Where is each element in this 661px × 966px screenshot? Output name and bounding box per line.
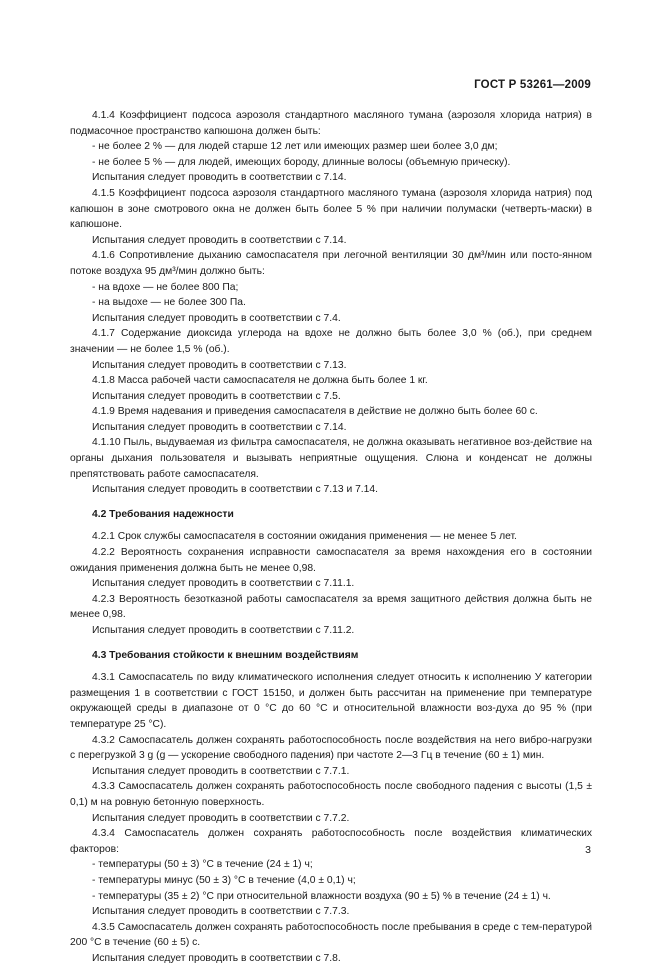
test-reference: Испытания следует проводить в соответствии с 7.4. xyxy=(92,312,341,324)
test-reference: Испытания следует проводить в соответствии с 7.11.2. xyxy=(92,625,355,636)
test-reference: Испытания следует проводить в соответствии с 7.8. xyxy=(92,952,341,964)
document-body xyxy=(70,108,592,966)
clause-4-3-4: 4.3.4 Самоспасатель должен сохранять работоспособность после воздействия климатических факторов: xyxy=(70,828,592,855)
list-item: - не более 5 % — для людей, имеющих бороду, длинные волосы (объемную прическу). xyxy=(92,156,511,168)
clause-4-3-2: 4.3.2 Самоспасатель должен сохранять работоспособность после воздействия на него вибро-нагрузки с перегрузкой 3 g (g — ускорение свободного падения) при частоте 2—3 Гц в течение (60 ± 1) мин. xyxy=(70,734,592,762)
page-number: 3 xyxy=(585,844,591,856)
clause-4-1-6: 4.1.6 Сопротивление дыханию самоспасателя при легочной вентиляции 30 дм³/мин или посто-янном потоке воздуха 95 дм³/мин должно быть: xyxy=(70,250,592,277)
clause-4-1-4: 4.1.4 Коэффициент подсоса аэрозоля стандартного масляного тумана (аэрозоля хлорида натрия) в подмасочное пространство капюшона должен быть: xyxy=(70,110,592,137)
list-item: - не более 2 % — для людей старше 12 лет или имеющих размер шеи более 3,0 дм; xyxy=(92,141,498,153)
clause-4-1-9: 4.1.9 Время надевания и приведения самоспасателя в действие не должно быть более 60 с. xyxy=(92,406,538,418)
list-item: - температуры (50 ± 3) °С в течение (24 ± 1) ч; xyxy=(92,859,313,871)
clause-4-2-3: 4.2.3 Вероятность безотказной работы самоспасателя за время защитного действия должна быть не менее 0,98. xyxy=(70,593,592,621)
test-reference: Испытания следует проводить в соответствии с 7.7.2. xyxy=(92,812,350,824)
clause-4-3-1: 4.3.1 Самоспасатель по виду климатического исполнения следует относить к исполнению У категории размещения 1 в соответствии с ГОСТ 15150, и должен быть рассчитан на применение при температуре окружающей среды в диапазоне от 0 °С до 60 °С и относительной влажности воз-духа до 95 % (при температуре 25 °С). xyxy=(70,672,592,730)
test-reference: Испытания следует проводить в соответствии с 7.13 и 7.14. xyxy=(92,484,378,496)
clause-4-3-3: 4.3.3 Самоспасатель должен сохранять работоспособность после свободного падения с высоты (1,5 ± 0,1) м на ровную бетонную поверхность. xyxy=(70,781,592,808)
clause-4-2-2: 4.2.2 Вероятность сохранения исправности самоспасателя за время нахождения его в состоянии ожидания применения должна быть не менее 0,98. xyxy=(70,547,592,574)
test-reference: Испытания следует проводить в соответствии с 7.7.1. xyxy=(92,765,350,777)
test-reference: Испытания следует проводить в соответствии с 7.7.3. xyxy=(92,906,350,918)
clause-4-1-7: 4.1.7 Содержание диоксида углерода на вдохе не должно быть более 3,0 % (об.), при среднем значении — не более 1,5 % (об.). xyxy=(70,328,592,355)
test-reference: Испытания следует проводить в соответствии с 7.14. xyxy=(92,234,347,246)
clause-4-2-1: 4.2.1 Срок службы самоспасателя в состоянии ожидания применения — не менее 5 лет. xyxy=(92,531,517,543)
test-reference: Испытания следует проводить в соответствии с 7.14. xyxy=(92,421,347,433)
clause-4-1-10: 4.1.10 Пыль, выдуваемая из фильтра самоспасателя, не должна оказывать негативное воз-действие на органы дыхания пользователя и вызывать неприятные ощущения. Слюна и конденсат не должны препятствовать работе самоспасателя. xyxy=(70,437,592,480)
test-reference: Испытания следует проводить в соответствии с 7.5. xyxy=(92,390,341,402)
clause-4-1-5: 4.1.5 Коэффициент подсоса аэрозоля стандартного масляного тумана (аэрозоля хлорида натрия) под капюшон в зоне смотрового окна не должен быть более 5 % при наличии полумаски (четверть-маски) в капюшоне. xyxy=(70,187,592,231)
list-item: - температуры минус (50 ± 3) °С в течение (4,0 ± 0,1) ч; xyxy=(92,874,356,886)
test-reference: Испытания следует проводить в соответствии с 7.14. xyxy=(92,172,347,184)
list-item: - на выдохе — не более 300 Па. xyxy=(92,297,246,309)
clause-4-1-8: 4.1.8 Масса рабочей части самоспасателя не должна быть более 1 кг. xyxy=(92,375,428,387)
section-heading-4-3: 4.3 Требования стойкости к внешним воздействиям xyxy=(92,649,359,661)
document-code: ГОСТ Р 53261—2009 xyxy=(474,79,591,91)
list-item: - на вдохе — не более 800 Па; xyxy=(92,281,239,293)
list-item: - температуры (35 ± 2) °С при относительной влажности воздуха (90 ± 5) % в течение (24 ± 1) ч. xyxy=(92,890,551,902)
clause-4-3-5: 4.3.5 Самоспасатель должен сохранять работоспособность после пребывания в среде с тем-пературой 200 °С в течение (60 ± 5) с. xyxy=(70,921,592,949)
test-reference: Испытания следует проводить в соответствии с 7.11.1. xyxy=(92,578,355,590)
section-heading-4-2: 4.2 Требования надежности xyxy=(92,508,234,520)
test-reference: Испытания следует проводить в соответствии с 7.13. xyxy=(92,359,347,371)
